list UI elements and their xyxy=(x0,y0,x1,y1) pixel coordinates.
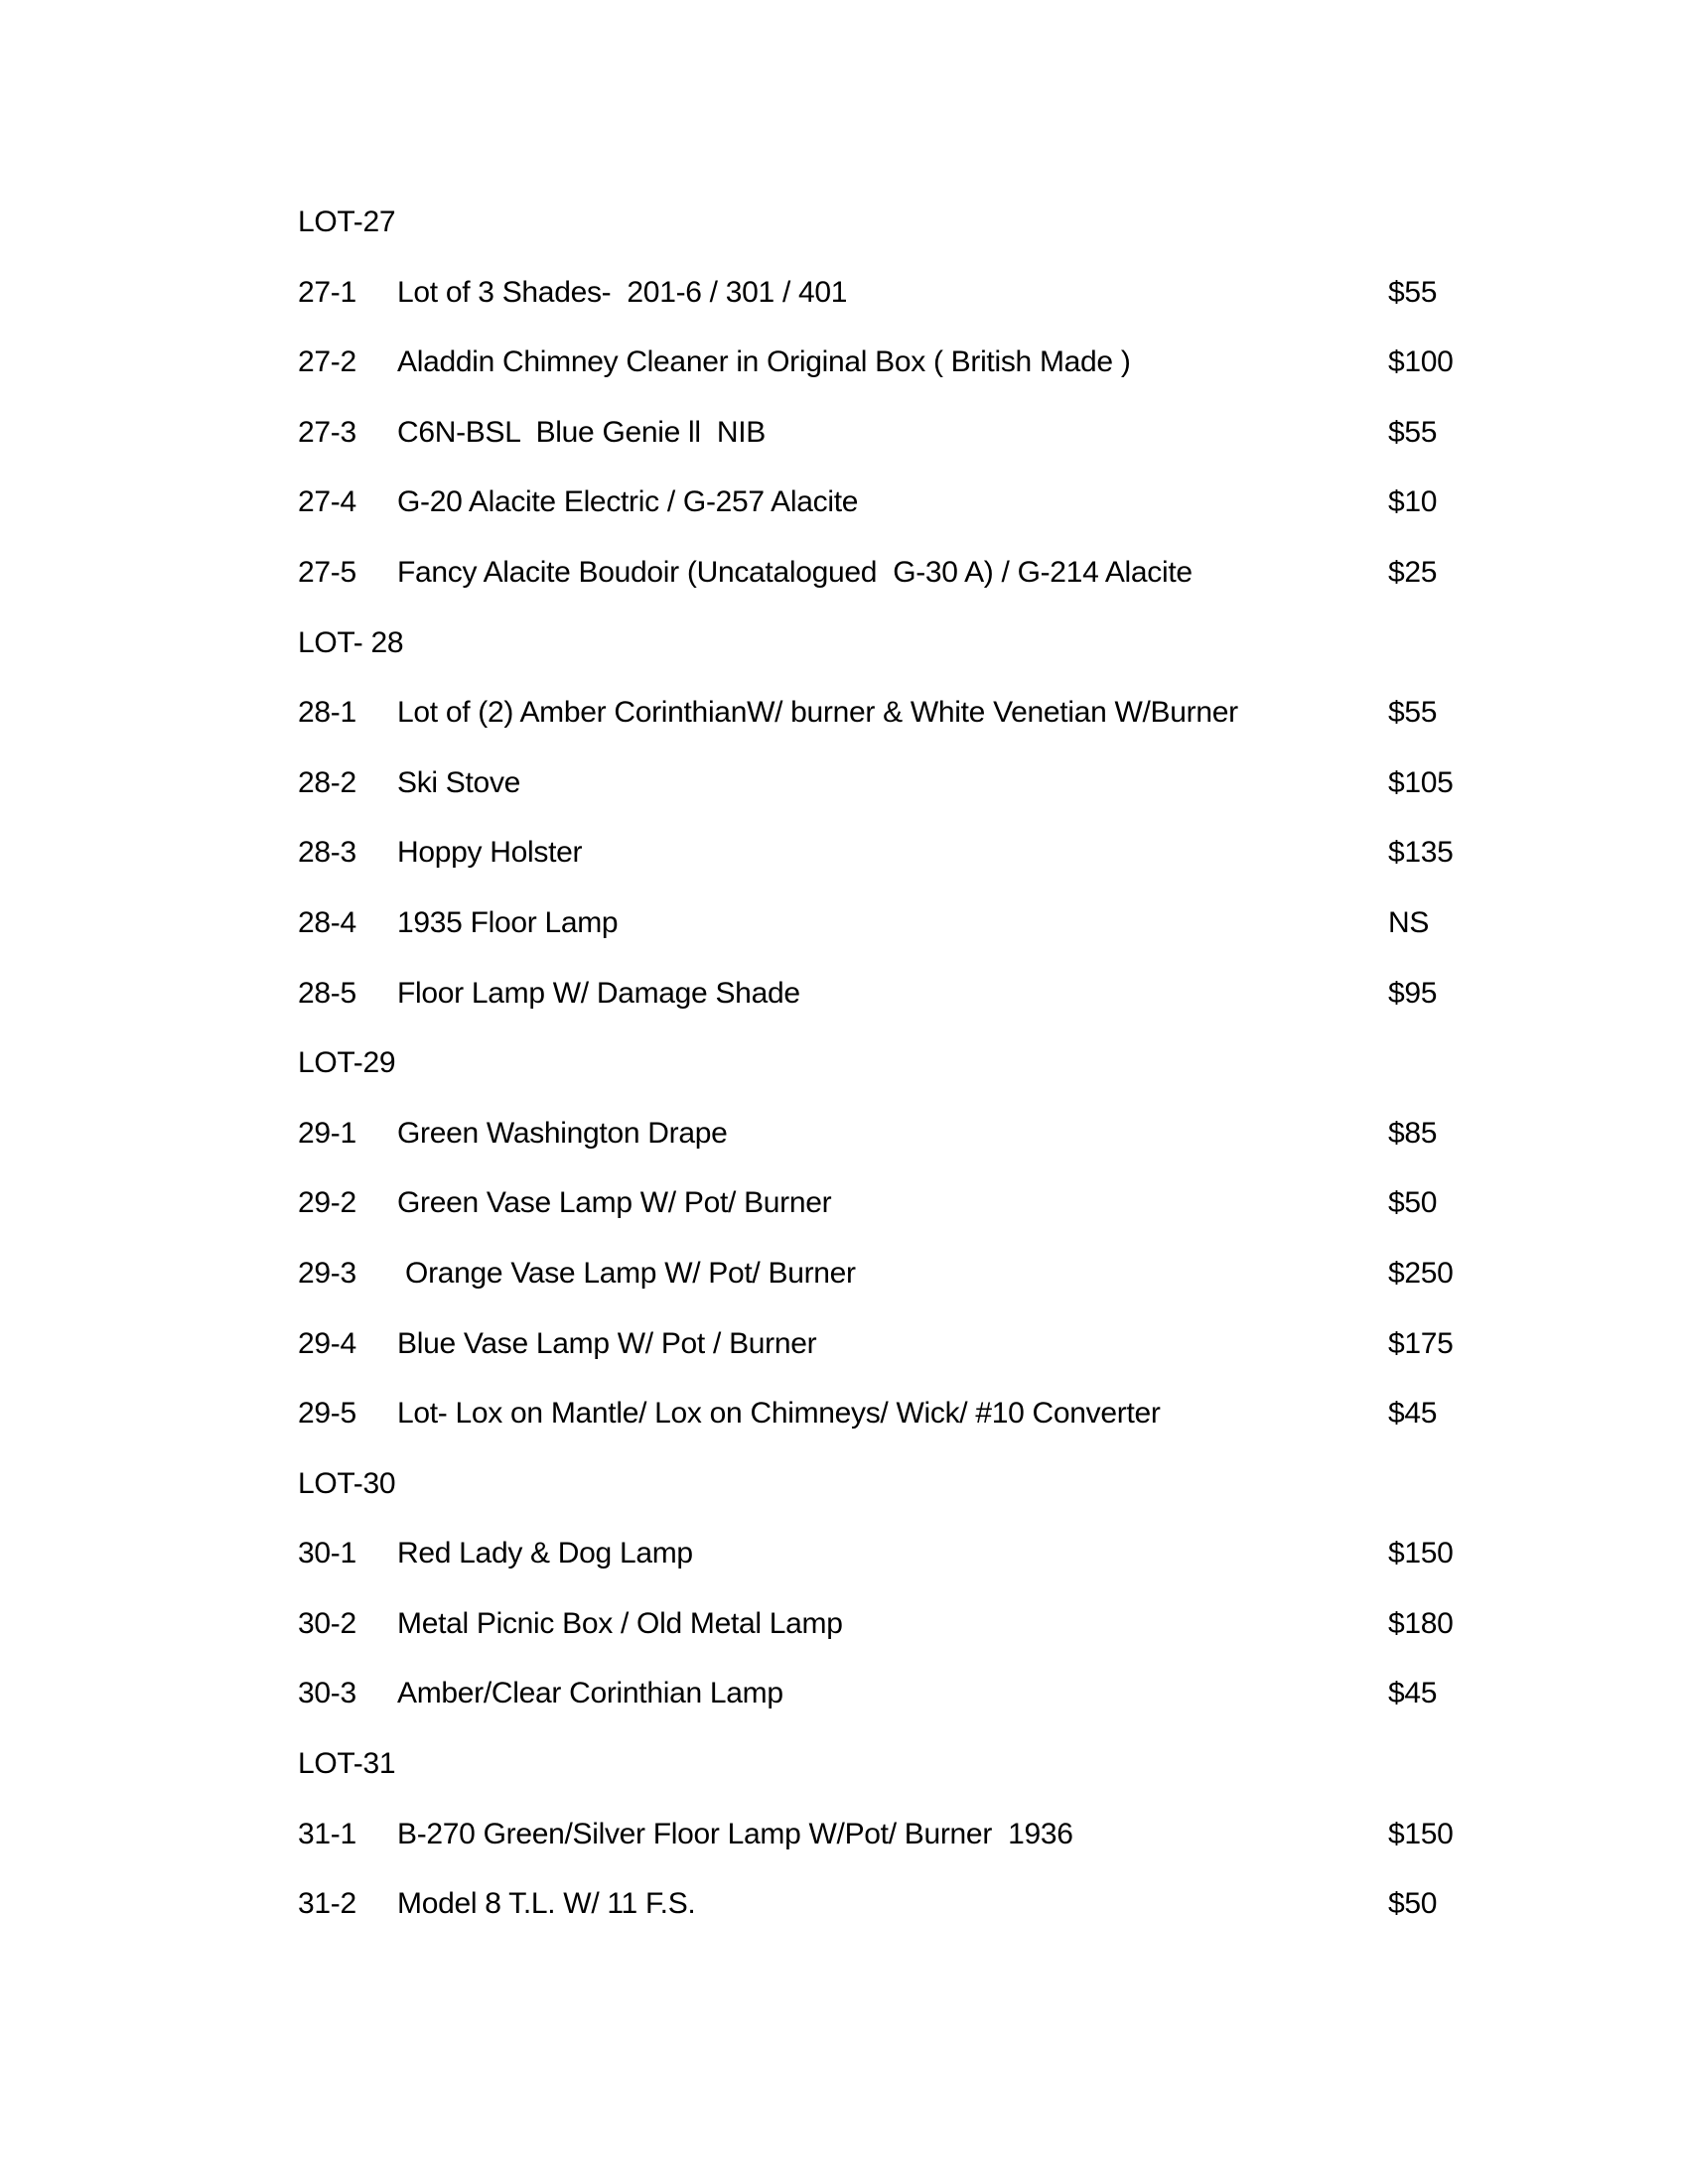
item-price: $150 xyxy=(1388,1817,1454,1850)
item-price: $180 xyxy=(1388,1606,1454,1640)
item-price: $25 xyxy=(1388,555,1438,589)
table-row xyxy=(0,694,1688,764)
item-number: 28-3 xyxy=(298,836,356,870)
table-row xyxy=(0,414,1688,484)
item-description: Orange Vase Lamp W/ Pot/ Burner xyxy=(397,1256,856,1290)
lot-header xyxy=(0,1465,1688,1536)
lot-header xyxy=(0,1044,1688,1115)
item-description: Amber/Clear Corinthian Lamp xyxy=(397,1677,783,1710)
table-row xyxy=(0,975,1688,1045)
item-number: 28-2 xyxy=(298,765,356,799)
item-number: 27-1 xyxy=(298,275,356,309)
table-row xyxy=(0,1675,1688,1745)
lot-header-label: LOT-27 xyxy=(298,205,396,238)
table-row xyxy=(0,904,1688,975)
item-description: Blue Vase Lamp W/ Pot / Burner xyxy=(397,1326,817,1360)
item-price: $85 xyxy=(1388,1116,1438,1150)
item-description: Red Lady & Dog Lamp xyxy=(397,1537,693,1570)
item-description: B-270 Green/Silver Floor Lamp W/Pot/ Burner 1936 xyxy=(397,1817,1073,1850)
item-description: Fancy Alacite Boudoir (Uncatalogued G-30 A) / G-214 Alacite xyxy=(397,555,1193,589)
table-row xyxy=(0,483,1688,554)
table-row xyxy=(0,554,1688,624)
item-number: 27-2 xyxy=(298,345,356,379)
item-price: $50 xyxy=(1388,1186,1438,1220)
item-number: 31-1 xyxy=(298,1817,356,1850)
item-description: 1935 Floor Lamp xyxy=(397,905,619,939)
table-row xyxy=(0,343,1688,414)
table-row xyxy=(0,1255,1688,1325)
table-row xyxy=(0,1184,1688,1255)
item-number: 27-4 xyxy=(298,485,356,519)
item-price: $105 xyxy=(1388,765,1454,799)
item-description: Ski Stove xyxy=(397,765,521,799)
table-row xyxy=(0,834,1688,904)
item-description: Lot of (2) Amber CorinthianW/ burner & White Venetian W/Burner xyxy=(397,696,1238,730)
item-description: G-20 Alacite Electric / G-257 Alacite xyxy=(397,485,859,519)
item-description: Hoppy Holster xyxy=(397,836,583,870)
item-price: $55 xyxy=(1388,415,1438,449)
table-row xyxy=(0,1535,1688,1605)
item-description: Floor Lamp W/ Damage Shade xyxy=(397,976,800,1010)
item-description: Lot- Lox on Mantle/ Lox on Chimneys/ Wick/ #10 Converter xyxy=(397,1397,1161,1431)
item-number: 30-3 xyxy=(298,1677,356,1710)
item-price: $150 xyxy=(1388,1537,1454,1570)
item-description: Aladdin Chimney Cleaner in Original Box ( British Made ) xyxy=(397,345,1131,379)
lot-header-label: LOT-30 xyxy=(298,1466,396,1500)
item-number: 28-1 xyxy=(298,696,356,730)
item-number: 27-3 xyxy=(298,415,356,449)
lot-table xyxy=(0,204,1688,1956)
item-price: $45 xyxy=(1388,1397,1438,1431)
item-number: 31-2 xyxy=(298,1887,356,1921)
item-number: 29-1 xyxy=(298,1116,356,1150)
item-number: 30-2 xyxy=(298,1606,356,1640)
item-price: $50 xyxy=(1388,1887,1438,1921)
item-number: 28-5 xyxy=(298,976,356,1010)
lot-header-label: LOT- 28 xyxy=(298,625,404,659)
item-description: C6N-BSL Blue Genie ll NIB xyxy=(397,415,766,449)
item-number: 29-5 xyxy=(298,1397,356,1431)
table-row xyxy=(0,1395,1688,1465)
item-number: 29-3 xyxy=(298,1256,356,1290)
item-description: Lot of 3 Shades- 201-6 / 301 / 401 xyxy=(397,275,848,309)
table-row xyxy=(0,274,1688,344)
item-price: $55 xyxy=(1388,275,1438,309)
lot-header-label: LOT-31 xyxy=(298,1747,396,1781)
item-price: $250 xyxy=(1388,1256,1454,1290)
item-description: Green Vase Lamp W/ Pot/ Burner xyxy=(397,1186,832,1220)
table-row xyxy=(0,1885,1688,1956)
item-price: NS xyxy=(1388,905,1430,939)
item-number: 29-2 xyxy=(298,1186,356,1220)
lot-header xyxy=(0,1745,1688,1816)
item-number: 28-4 xyxy=(298,905,356,939)
table-row xyxy=(0,1816,1688,1886)
lot-header xyxy=(0,204,1688,274)
lot-header xyxy=(0,624,1688,695)
item-price: $10 xyxy=(1388,485,1438,519)
item-price: $95 xyxy=(1388,976,1438,1010)
table-row xyxy=(0,764,1688,835)
item-price: $55 xyxy=(1388,696,1438,730)
item-price: $175 xyxy=(1388,1326,1454,1360)
item-number: 30-1 xyxy=(298,1537,356,1570)
table-row xyxy=(0,1325,1688,1396)
lot-header-label: LOT-29 xyxy=(298,1046,396,1080)
item-price: $100 xyxy=(1388,345,1454,379)
table-row xyxy=(0,1115,1688,1185)
item-number: 29-4 xyxy=(298,1326,356,1360)
item-price: $135 xyxy=(1388,836,1454,870)
item-description: Model 8 T.L. W/ 11 F.S. xyxy=(397,1887,696,1921)
item-description: Green Washington Drape xyxy=(397,1116,728,1150)
table-row xyxy=(0,1605,1688,1676)
item-number: 27-5 xyxy=(298,555,356,589)
item-price: $45 xyxy=(1388,1677,1438,1710)
item-description: Metal Picnic Box / Old Metal Lamp xyxy=(397,1606,843,1640)
